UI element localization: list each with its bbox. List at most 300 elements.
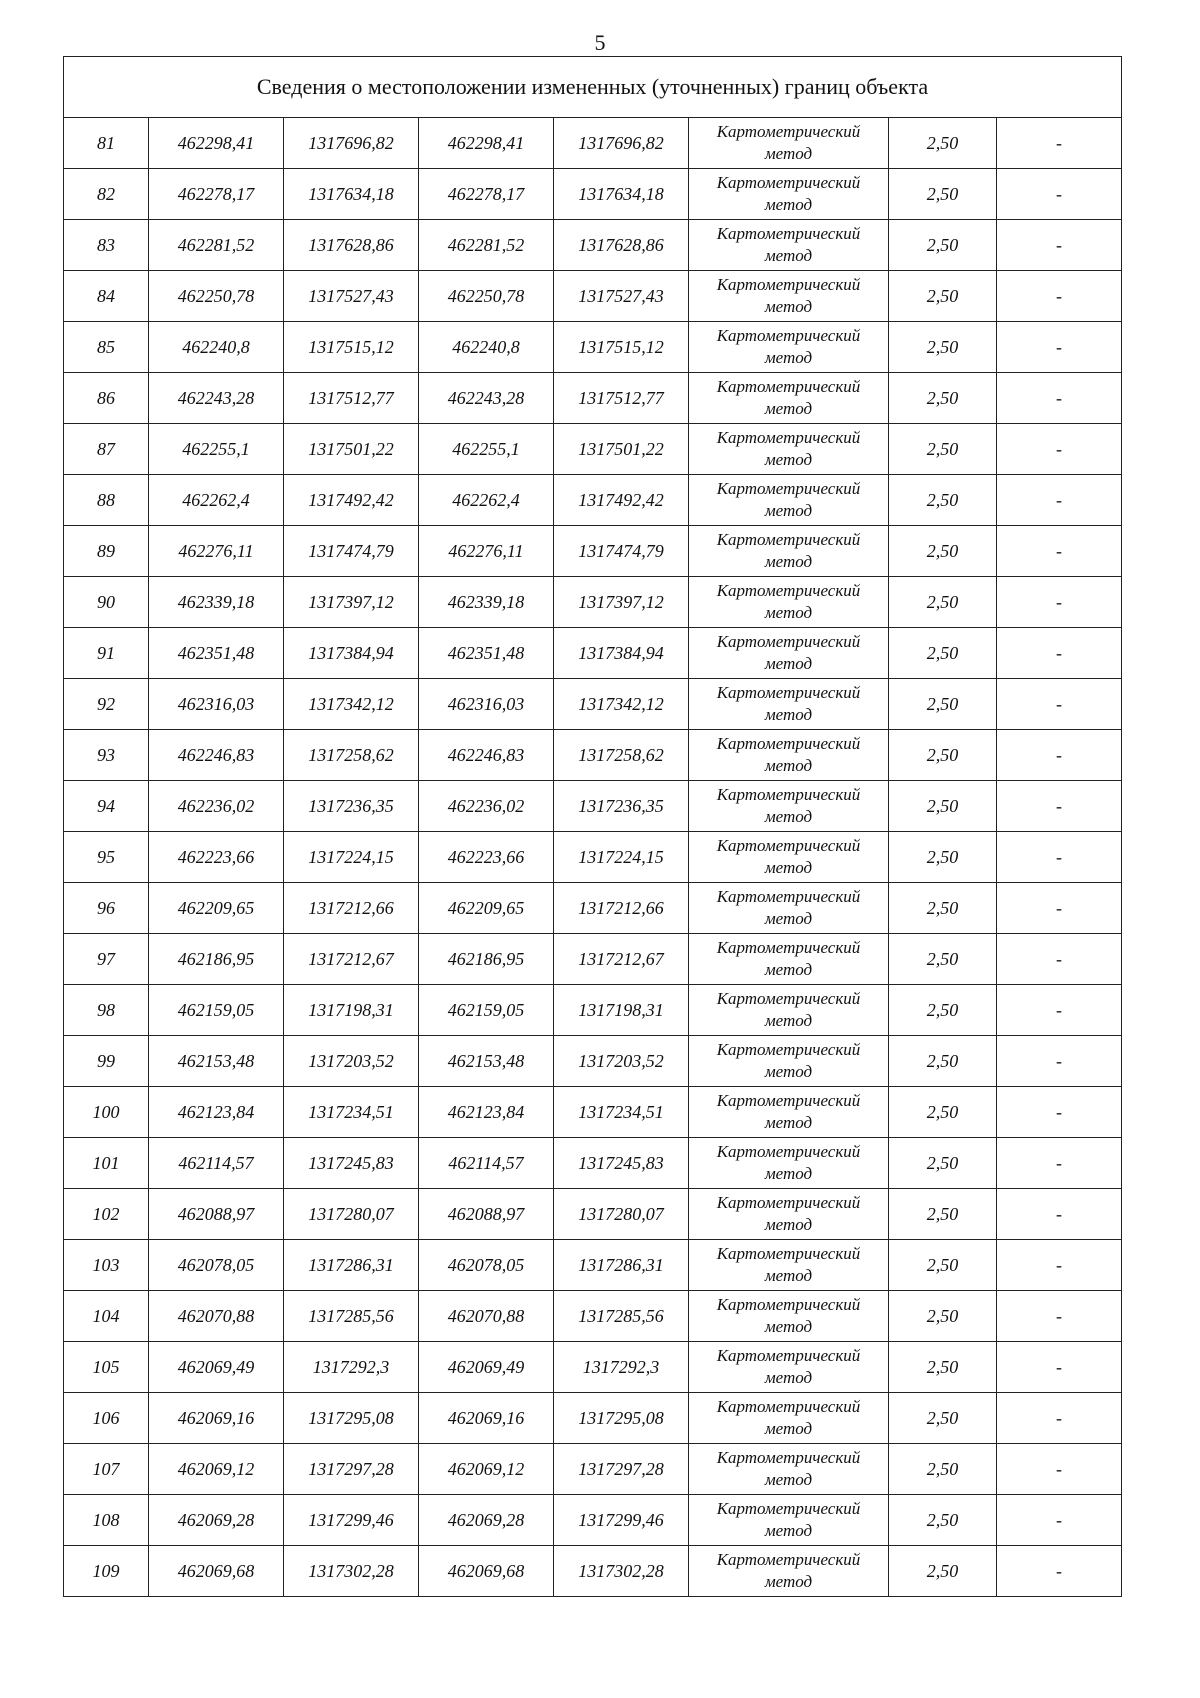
method-line-1: Картометрический — [716, 1397, 861, 1416]
method-line-2: метод — [764, 501, 813, 520]
method-line-1: Картометрический — [716, 1193, 861, 1212]
existing-y-cell: 1317492,42 — [284, 475, 419, 526]
method-cell — [689, 679, 889, 730]
refined-x-cell: 462240,8 — [419, 322, 554, 373]
refined-x-cell: 462246,83 — [419, 730, 554, 781]
method-line-2: метод — [764, 1317, 813, 1336]
point-number-cell: 87 — [64, 424, 149, 475]
existing-y-cell: 1317198,31 — [284, 985, 419, 1036]
existing-x-cell: 462298,41 — [149, 118, 284, 169]
table-row — [64, 985, 1122, 1036]
table-row — [64, 118, 1122, 169]
accuracy-cell: 2,50 — [889, 1036, 997, 1087]
refined-x-cell: 462069,68 — [419, 1546, 554, 1597]
method-line-1: Картометрический — [716, 887, 861, 906]
existing-x-cell: 462186,95 — [149, 934, 284, 985]
existing-y-cell: 1317224,15 — [284, 832, 419, 883]
refined-x-cell: 462069,28 — [419, 1495, 554, 1546]
method-line-1: Картометрический — [716, 938, 861, 957]
note-cell: - — [997, 1444, 1122, 1495]
note-cell: - — [997, 475, 1122, 526]
method-line-1: Картометрический — [716, 530, 861, 549]
table-row — [64, 271, 1122, 322]
refined-x-cell: 462339,18 — [419, 577, 554, 628]
method-cell — [689, 1240, 889, 1291]
existing-y-cell: 1317212,66 — [284, 883, 419, 934]
note-cell: - — [997, 1393, 1122, 1444]
existing-x-cell: 462069,68 — [149, 1546, 284, 1597]
refined-x-cell: 462281,52 — [419, 220, 554, 271]
method-cell — [689, 1546, 889, 1597]
refined-x-cell: 462262,4 — [419, 475, 554, 526]
accuracy-cell: 2,50 — [889, 271, 997, 322]
note-cell: - — [997, 985, 1122, 1036]
existing-y-cell: 1317302,28 — [284, 1546, 419, 1597]
table-row — [64, 475, 1122, 526]
table-row — [64, 1393, 1122, 1444]
method-cell — [689, 1087, 889, 1138]
table-row — [64, 526, 1122, 577]
note-cell: - — [997, 373, 1122, 424]
existing-x-cell: 462243,28 — [149, 373, 284, 424]
method-line-2: метод — [764, 960, 813, 979]
table-row — [64, 1546, 1122, 1597]
accuracy-cell: 2,50 — [889, 1495, 997, 1546]
point-number-cell: 90 — [64, 577, 149, 628]
note-cell: - — [997, 1138, 1122, 1189]
table-row — [64, 1291, 1122, 1342]
note-cell: - — [997, 781, 1122, 832]
existing-y-cell: 1317285,56 — [284, 1291, 419, 1342]
method-line-2: метод — [764, 195, 813, 214]
method-line-1: Картометрический — [716, 377, 861, 396]
accuracy-cell: 2,50 — [889, 577, 997, 628]
refined-x-cell: 462069,16 — [419, 1393, 554, 1444]
table-row — [64, 832, 1122, 883]
existing-y-cell: 1317245,83 — [284, 1138, 419, 1189]
refined-y-cell: 1317245,83 — [554, 1138, 689, 1189]
refined-y-cell: 1317297,28 — [554, 1444, 689, 1495]
refined-y-cell: 1317212,66 — [554, 883, 689, 934]
method-cell — [689, 628, 889, 679]
table-row — [64, 1495, 1122, 1546]
accuracy-cell: 2,50 — [889, 169, 997, 220]
point-number-cell: 82 — [64, 169, 149, 220]
point-number-cell: 109 — [64, 1546, 149, 1597]
method-line-2: метод — [764, 1470, 813, 1489]
method-cell — [689, 883, 889, 934]
method-line-2: метод — [764, 297, 813, 316]
existing-y-cell: 1317234,51 — [284, 1087, 419, 1138]
refined-y-cell: 1317203,52 — [554, 1036, 689, 1087]
point-number-cell: 95 — [64, 832, 149, 883]
existing-x-cell: 462316,03 — [149, 679, 284, 730]
refined-y-cell: 1317512,77 — [554, 373, 689, 424]
refined-y-cell: 1317384,94 — [554, 628, 689, 679]
note-cell: - — [997, 1546, 1122, 1597]
method-line-1: Картометрический — [716, 1091, 861, 1110]
method-cell — [689, 1291, 889, 1342]
refined-x-cell: 462078,05 — [419, 1240, 554, 1291]
table-row — [64, 1036, 1122, 1087]
accuracy-cell: 2,50 — [889, 118, 997, 169]
refined-x-cell: 462186,95 — [419, 934, 554, 985]
existing-x-cell: 462281,52 — [149, 220, 284, 271]
refined-y-cell: 1317280,07 — [554, 1189, 689, 1240]
accuracy-cell: 2,50 — [889, 1546, 997, 1597]
point-number-cell: 103 — [64, 1240, 149, 1291]
method-line-1: Картометрический — [716, 122, 861, 141]
table-row — [64, 424, 1122, 475]
method-cell — [689, 220, 889, 271]
refined-y-cell: 1317286,31 — [554, 1240, 689, 1291]
accuracy-cell: 2,50 — [889, 832, 997, 883]
point-number-cell: 96 — [64, 883, 149, 934]
note-cell: - — [997, 1087, 1122, 1138]
refined-y-cell: 1317527,43 — [554, 271, 689, 322]
existing-x-cell: 462223,66 — [149, 832, 284, 883]
existing-y-cell: 1317280,07 — [284, 1189, 419, 1240]
refined-y-cell: 1317292,3 — [554, 1342, 689, 1393]
point-number-cell: 100 — [64, 1087, 149, 1138]
existing-y-cell: 1317384,94 — [284, 628, 419, 679]
refined-y-cell: 1317258,62 — [554, 730, 689, 781]
point-number-cell: 83 — [64, 220, 149, 271]
note-cell: - — [997, 322, 1122, 373]
existing-x-cell: 462069,16 — [149, 1393, 284, 1444]
method-line-1: Картометрический — [716, 326, 861, 345]
existing-y-cell: 1317203,52 — [284, 1036, 419, 1087]
existing-x-cell: 462351,48 — [149, 628, 284, 679]
point-number-cell: 97 — [64, 934, 149, 985]
note-cell: - — [997, 730, 1122, 781]
table-row — [64, 1189, 1122, 1240]
method-line-2: метод — [764, 858, 813, 877]
method-line-1: Картометрический — [716, 1448, 861, 1467]
point-number-cell: 102 — [64, 1189, 149, 1240]
note-cell: - — [997, 628, 1122, 679]
existing-y-cell: 1317397,12 — [284, 577, 419, 628]
point-number-cell: 99 — [64, 1036, 149, 1087]
existing-x-cell: 462209,65 — [149, 883, 284, 934]
point-number-cell: 93 — [64, 730, 149, 781]
accuracy-cell: 2,50 — [889, 679, 997, 730]
refined-y-cell: 1317285,56 — [554, 1291, 689, 1342]
table-title: Сведения о местоположении измененных (уточненных) границ объекта — [64, 57, 1122, 118]
refined-y-cell: 1317397,12 — [554, 577, 689, 628]
method-cell — [689, 832, 889, 883]
method-cell — [689, 424, 889, 475]
existing-y-cell: 1317515,12 — [284, 322, 419, 373]
existing-y-cell: 1317696,82 — [284, 118, 419, 169]
method-line-2: метод — [764, 450, 813, 469]
refined-x-cell: 462209,65 — [419, 883, 554, 934]
table-row — [64, 934, 1122, 985]
existing-x-cell: 462240,8 — [149, 322, 284, 373]
method-line-1: Картометрический — [716, 836, 861, 855]
method-line-2: метод — [764, 399, 813, 418]
table-row — [64, 373, 1122, 424]
refined-y-cell: 1317236,35 — [554, 781, 689, 832]
method-line-2: метод — [764, 246, 813, 265]
method-cell — [689, 1138, 889, 1189]
point-number-cell: 107 — [64, 1444, 149, 1495]
accuracy-cell: 2,50 — [889, 424, 997, 475]
table-row — [64, 220, 1122, 271]
refined-y-cell: 1317634,18 — [554, 169, 689, 220]
refined-y-cell: 1317515,12 — [554, 322, 689, 373]
refined-y-cell: 1317492,42 — [554, 475, 689, 526]
method-cell — [689, 526, 889, 577]
note-cell: - — [997, 883, 1122, 934]
existing-x-cell: 462159,05 — [149, 985, 284, 1036]
method-line-2: метод — [764, 1011, 813, 1030]
point-number-cell: 106 — [64, 1393, 149, 1444]
accuracy-cell: 2,50 — [889, 373, 997, 424]
accuracy-cell: 2,50 — [889, 1444, 997, 1495]
refined-x-cell: 462255,1 — [419, 424, 554, 475]
note-cell: - — [997, 832, 1122, 883]
method-cell — [689, 1495, 889, 1546]
note-cell: - — [997, 1189, 1122, 1240]
accuracy-cell: 2,50 — [889, 322, 997, 373]
accuracy-cell: 2,50 — [889, 1240, 997, 1291]
accuracy-cell: 2,50 — [889, 1342, 997, 1393]
point-number-cell: 88 — [64, 475, 149, 526]
note-cell: - — [997, 220, 1122, 271]
table-row — [64, 883, 1122, 934]
refined-y-cell: 1317501,22 — [554, 424, 689, 475]
existing-y-cell: 1317258,62 — [284, 730, 419, 781]
existing-x-cell: 462069,28 — [149, 1495, 284, 1546]
method-line-2: метод — [764, 1215, 813, 1234]
method-cell — [689, 1189, 889, 1240]
accuracy-cell: 2,50 — [889, 883, 997, 934]
existing-x-cell: 462088,97 — [149, 1189, 284, 1240]
method-line-1: Картометрический — [716, 632, 861, 651]
method-cell — [689, 373, 889, 424]
point-number-cell: 81 — [64, 118, 149, 169]
existing-x-cell: 462250,78 — [149, 271, 284, 322]
refined-x-cell: 462114,57 — [419, 1138, 554, 1189]
refined-x-cell: 462159,05 — [419, 985, 554, 1036]
point-number-cell: 94 — [64, 781, 149, 832]
accuracy-cell: 2,50 — [889, 730, 997, 781]
accuracy-cell: 2,50 — [889, 1291, 997, 1342]
point-number-cell: 89 — [64, 526, 149, 577]
refined-y-cell: 1317295,08 — [554, 1393, 689, 1444]
method-line-2: метод — [764, 1521, 813, 1540]
method-line-2: метод — [764, 1368, 813, 1387]
method-line-2: метод — [764, 552, 813, 571]
table-row — [64, 1240, 1122, 1291]
accuracy-cell: 2,50 — [889, 628, 997, 679]
method-cell — [689, 118, 889, 169]
point-number-cell: 104 — [64, 1291, 149, 1342]
accuracy-cell: 2,50 — [889, 934, 997, 985]
point-number-cell: 91 — [64, 628, 149, 679]
existing-x-cell: 462339,18 — [149, 577, 284, 628]
existing-y-cell: 1317295,08 — [284, 1393, 419, 1444]
method-line-2: метод — [764, 144, 813, 163]
accuracy-cell: 2,50 — [889, 1087, 997, 1138]
method-cell — [689, 475, 889, 526]
existing-y-cell: 1317527,43 — [284, 271, 419, 322]
table-row — [64, 781, 1122, 832]
existing-y-cell: 1317236,35 — [284, 781, 419, 832]
method-line-2: метод — [764, 1113, 813, 1132]
refined-y-cell: 1317342,12 — [554, 679, 689, 730]
refined-x-cell: 462069,12 — [419, 1444, 554, 1495]
note-cell: - — [997, 118, 1122, 169]
method-cell — [689, 1444, 889, 1495]
method-cell — [689, 730, 889, 781]
existing-y-cell: 1317292,3 — [284, 1342, 419, 1393]
existing-x-cell: 462114,57 — [149, 1138, 284, 1189]
accuracy-cell: 2,50 — [889, 781, 997, 832]
point-number-cell: 101 — [64, 1138, 149, 1189]
method-line-2: метод — [764, 1419, 813, 1438]
existing-x-cell: 462255,1 — [149, 424, 284, 475]
existing-x-cell: 462078,05 — [149, 1240, 284, 1291]
accuracy-cell: 2,50 — [889, 1393, 997, 1444]
method-line-2: метод — [764, 807, 813, 826]
table-title-row — [64, 57, 1122, 118]
method-cell — [689, 169, 889, 220]
refined-x-cell: 462236,02 — [419, 781, 554, 832]
method-line-1: Картометрический — [716, 734, 861, 753]
boundary-coordinates-table — [63, 56, 1122, 1597]
point-number-cell: 108 — [64, 1495, 149, 1546]
method-line-1: Картометрический — [716, 1244, 861, 1263]
method-line-1: Картометрический — [716, 428, 861, 447]
table-row — [64, 1087, 1122, 1138]
existing-y-cell: 1317299,46 — [284, 1495, 419, 1546]
point-number-cell: 86 — [64, 373, 149, 424]
accuracy-cell: 2,50 — [889, 1189, 997, 1240]
refined-x-cell: 462088,97 — [419, 1189, 554, 1240]
method-line-1: Картометрический — [716, 1142, 861, 1161]
existing-y-cell: 1317501,22 — [284, 424, 419, 475]
existing-y-cell: 1317512,77 — [284, 373, 419, 424]
existing-y-cell: 1317286,31 — [284, 1240, 419, 1291]
note-cell: - — [997, 271, 1122, 322]
method-cell — [689, 577, 889, 628]
method-line-1: Картометрический — [716, 1295, 861, 1314]
accuracy-cell: 2,50 — [889, 1138, 997, 1189]
table-row — [64, 730, 1122, 781]
refined-x-cell: 462351,48 — [419, 628, 554, 679]
accuracy-cell: 2,50 — [889, 985, 997, 1036]
table-row — [64, 1138, 1122, 1189]
refined-x-cell: 462316,03 — [419, 679, 554, 730]
method-cell — [689, 985, 889, 1036]
method-cell — [689, 781, 889, 832]
note-cell: - — [997, 424, 1122, 475]
existing-x-cell: 462236,02 — [149, 781, 284, 832]
existing-x-cell: 462276,11 — [149, 526, 284, 577]
method-line-2: метод — [764, 1266, 813, 1285]
method-line-1: Картометрический — [716, 224, 861, 243]
table-row — [64, 1444, 1122, 1495]
refined-x-cell: 462069,49 — [419, 1342, 554, 1393]
refined-x-cell: 462278,17 — [419, 169, 554, 220]
note-cell: - — [997, 1291, 1122, 1342]
table-row — [64, 628, 1122, 679]
refined-x-cell: 462298,41 — [419, 118, 554, 169]
refined-x-cell: 462153,48 — [419, 1036, 554, 1087]
accuracy-cell: 2,50 — [889, 526, 997, 577]
refined-y-cell: 1317224,15 — [554, 832, 689, 883]
method-line-2: метод — [764, 1164, 813, 1183]
point-number-cell: 105 — [64, 1342, 149, 1393]
method-cell — [689, 1342, 889, 1393]
method-line-2: метод — [764, 654, 813, 673]
page-number: 5 — [594, 30, 606, 55]
method-line-1: Картометрический — [716, 989, 861, 1008]
method-line-2: метод — [764, 1062, 813, 1081]
method-cell — [689, 1393, 889, 1444]
method-cell — [689, 1036, 889, 1087]
refined-y-cell: 1317299,46 — [554, 1495, 689, 1546]
method-cell — [689, 271, 889, 322]
method-line-1: Картометрический — [716, 1499, 861, 1518]
table-row — [64, 577, 1122, 628]
refined-y-cell: 1317234,51 — [554, 1087, 689, 1138]
existing-x-cell: 462262,4 — [149, 475, 284, 526]
method-line-2: метод — [764, 1572, 813, 1591]
refined-y-cell: 1317696,82 — [554, 118, 689, 169]
existing-y-cell: 1317297,28 — [284, 1444, 419, 1495]
method-line-2: метод — [764, 348, 813, 367]
existing-y-cell: 1317342,12 — [284, 679, 419, 730]
note-cell: - — [997, 1495, 1122, 1546]
note-cell: - — [997, 169, 1122, 220]
table-row — [64, 679, 1122, 730]
point-number-cell: 84 — [64, 271, 149, 322]
existing-x-cell: 462278,17 — [149, 169, 284, 220]
method-cell — [689, 934, 889, 985]
table-row — [64, 169, 1122, 220]
refined-y-cell: 1317302,28 — [554, 1546, 689, 1597]
refined-x-cell: 462276,11 — [419, 526, 554, 577]
method-line-1: Картометрический — [716, 683, 861, 702]
note-cell: - — [997, 1036, 1122, 1087]
method-line-2: метод — [764, 909, 813, 928]
method-line-1: Картометрический — [716, 275, 861, 294]
refined-y-cell: 1317474,79 — [554, 526, 689, 577]
refined-x-cell: 462070,88 — [419, 1291, 554, 1342]
method-line-1: Картометрический — [716, 1550, 861, 1569]
accuracy-cell: 2,50 — [889, 220, 997, 271]
existing-x-cell: 462153,48 — [149, 1036, 284, 1087]
method-line-1: Картометрический — [716, 479, 861, 498]
accuracy-cell: 2,50 — [889, 475, 997, 526]
point-number-cell: 85 — [64, 322, 149, 373]
existing-y-cell: 1317212,67 — [284, 934, 419, 985]
note-cell: - — [997, 1342, 1122, 1393]
method-line-1: Картометрический — [716, 1040, 861, 1059]
refined-y-cell: 1317198,31 — [554, 985, 689, 1036]
method-line-2: метод — [764, 603, 813, 622]
refined-x-cell: 462123,84 — [419, 1087, 554, 1138]
existing-y-cell: 1317634,18 — [284, 169, 419, 220]
method-line-1: Картометрический — [716, 1346, 861, 1365]
note-cell: - — [997, 1240, 1122, 1291]
note-cell: - — [997, 526, 1122, 577]
existing-y-cell: 1317628,86 — [284, 220, 419, 271]
refined-x-cell: 462243,28 — [419, 373, 554, 424]
